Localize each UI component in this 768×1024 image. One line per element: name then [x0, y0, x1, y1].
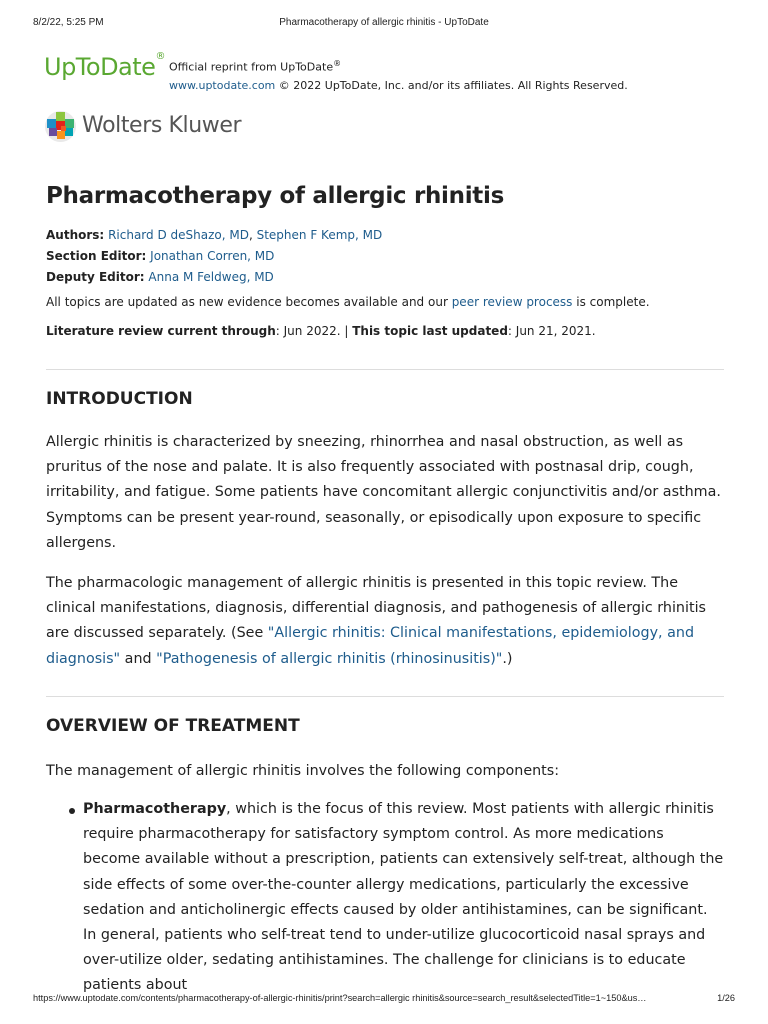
introduction-paragraph-2: The pharmacologic management of allergic rhinitis is presented in this topic review. The clinical manifestations, diagnosis, differential diagnosis, and pathogenesis of allergic rhinitis are discussed separately. (See "Allergic rhinitis: Clinical manifestations, epidemiology, and diagnosis" and "Pathogenesis of allergic rhinitis (rhinosinusitis)".) [46, 575, 706, 667]
document-page [44, 50, 724, 994]
divider [46, 696, 724, 697]
uptodate-logo: UpToDate® [44, 51, 165, 81]
print-footer [33, 993, 735, 1007]
page-number: 1/26 [717, 993, 735, 1003]
clinical-manifestations-link[interactable]: "Allergic rhinitis: Clinical manifestations, epidemiology, and diagnosis" [46, 625, 695, 667]
print-url: https://www.uptodate.com/contents/pharmacotherapy-of-allergic-rhinitis/print?search=allergic rhinitis&source=search_result&selectedTitle=1~150&us… [33, 993, 647, 1003]
author-link-2[interactable]: Stephen F Kemp, MD [256, 228, 383, 242]
reprint-line: Official reprint from UpToDate [169, 60, 334, 74]
lit-review-label: Literature review current through [46, 324, 276, 338]
last-updated-value: : Jun 21, 2021. [507, 324, 596, 338]
publisher-logo [46, 110, 724, 170]
last-updated-label: This topic last updated [352, 324, 508, 338]
publisher-name: Wolters Kluwer [82, 113, 242, 138]
list-item [46, 797, 724, 999]
uptodate-site-link[interactable]: www.uptodate.com [169, 78, 276, 92]
article-meta: Authors: Richard D deShazo, MD, Stephen F Kemp, MD Section Editor: Jonathan Corren, MD Deputy Editor: Anna M Feldweg, MD [46, 228, 383, 284]
copyright-text: © 2022 UpToDate, Inc. and/or its affiliates. All Rights Reserved. [275, 78, 628, 92]
deputy-editor-link[interactable]: Anna M Feldweg, MD [148, 270, 274, 284]
deputy-editor-label: Deputy Editor [46, 270, 140, 284]
bullet-icon [69, 808, 75, 814]
section-editor-label: Section Editor [46, 249, 142, 263]
author-link-1[interactable]: Richard D deShazo, MD [108, 228, 249, 242]
review-dates [46, 324, 596, 338]
reprint-notice: Official reprint from UpToDate® www.uptodate.com © 2022 UpToDate, Inc. and/or its affiliates. All Rights Reserved. [169, 59, 628, 92]
bullet-bold-term: Pharmacotherapy [83, 801, 227, 817]
lit-review-value: : Jun 2022. | [275, 324, 353, 338]
print-header [33, 17, 735, 33]
divider [46, 369, 724, 370]
wolters-kluwer-mark-icon [44, 110, 77, 143]
print-title: Pharmacotherapy of allergic rhinitis - UpToDate [279, 17, 489, 28]
reprint-banner [46, 50, 724, 96]
introduction-heading: INTRODUCTION [46, 389, 193, 409]
section-editor-link[interactable]: Jonathan Corren, MD [150, 249, 275, 263]
update-note: All topics are updated as new evidence becomes available and our peer review process is complete. [46, 295, 650, 309]
authors-label: Authors [46, 228, 100, 242]
peer-review-link[interactable]: peer review process [451, 295, 573, 309]
article-title: Pharmacotherapy of allergic rhinitis [46, 183, 504, 209]
introduction-paragraph-1: Allergic rhinitis is characterized by sneezing, rhinorrhea and nasal obstruction, as well as pruritus of the nose and palate. It is also frequently associated with postnasal drip, cough, irritability, and fatigue. Some patients have concomitant allergic conjunctivitis and/or asthma. Symptoms can be present year-round, seasonally, or episodically upon exposure to specific allergens. [46, 434, 721, 551]
pathogenesis-link[interactable]: "Pathogenesis of allergic rhinitis (rhinosinusitis)" [156, 650, 503, 667]
overview-heading: OVERVIEW OF TREATMENT [46, 716, 300, 736]
bullet-text: , which is the focus of this review. Most patients with allergic rhinitis require pharmacotherapy for satisfactory symptom control. As more medications become available without a prescription, patients can extensively self-treat, although the side effects of some over-the-counter allergy medications, particularly the excessive sedation and anticholinergic effects caused by older antihistamines, can be significant. In general, patients who self-treat tend to under-utilize glucocorticoid nasal sprays and over-utilize older, sedating antihistamines. The challenge for clinicians is to educate patients about [83, 801, 724, 994]
print-datetime: 8/2/22, 5:25 PM [33, 17, 104, 28]
treatment-components-list [46, 797, 724, 999]
overview-paragraph: The management of allergic rhinitis involves the following components: [46, 763, 560, 779]
